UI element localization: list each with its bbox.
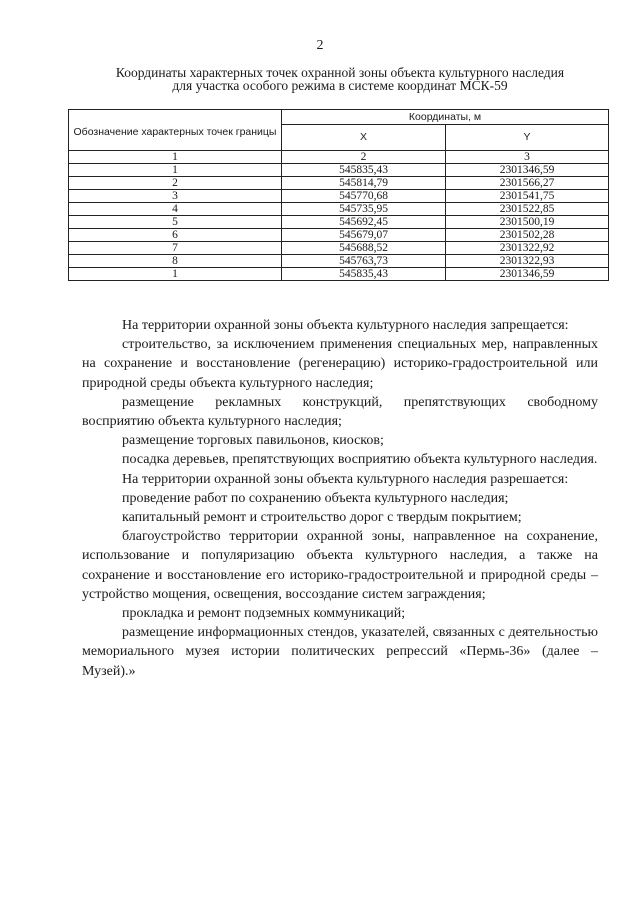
table-row [69,255,609,268]
table-header-row [69,110,609,125]
header-y: Y [446,124,609,150]
table-row [69,216,609,229]
point-cell: 2 [69,177,282,190]
table-row [69,268,609,281]
paragraph-allowed-utilities: прокладка и ремонт подземных коммуникаций; [122,606,406,622]
paragraph-allowed-preservation: проведение работ по сохранению объекта культурного наследия; [122,490,509,506]
table-row [69,164,609,177]
y-cell: 2301346,59 [446,268,609,281]
y-cell: 2301322,93 [446,255,609,268]
paragraph-allowed-landscaping: благоустройство территории охранной зоны, направленное на сохранение, использование и популяризацию объекта культурного наследия, а также на сохранение и восстановление его историко-градостроительной и природной среды – устройство мощения, освещения, воссоздание систем заграждения; [82,529,598,602]
column-number: 3 [446,151,609,164]
x-cell: 545679,07 [282,229,446,242]
header-point: Обозначение характерных точек границы [69,110,282,151]
y-cell: 2301566,27 [446,177,609,190]
title-line-2: для участка особого режима в системе координат МСК-59 [172,78,508,93]
column-number-row [69,151,609,164]
paragraph-prohibited-pavilions: размещение торговых павильонов, киосков; [122,433,384,449]
table-row [69,177,609,190]
paragraph-prohibited-construction: строительство, за исключением применения специальных мер, направленных на сохранение и восстановление (регенерацию) историко-градостроительной или природной среды объекта культурного наследия; [82,337,598,391]
paragraph-prohibited-intro: На территории охранной зоны объекта культурного наследия запрещается: [122,318,569,333]
x-cell: 545814,79 [282,177,446,190]
x-cell: 545688,52 [282,242,446,255]
point-cell: 1 [69,164,282,177]
paragraph-allowed-roads: капитальный ремонт и строительство дорог с твердым покрытием; [122,510,522,526]
column-number: 1 [69,151,282,164]
paragraph-allowed-intro: На территории охранной зоны объекта культурного наследия разрешается: [122,471,569,487]
column-number: 2 [282,151,446,164]
coordinates-table [68,109,609,281]
body-text [82,316,598,681]
x-cell: 545692,45 [282,216,446,229]
x-cell: 545835,43 [282,268,446,281]
table-row [69,242,609,255]
header-coordinates: Координаты, м [282,110,609,125]
y-cell: 2301322,92 [446,242,609,255]
x-cell: 545835,43 [282,164,446,177]
table-row [69,190,609,203]
point-cell: 3 [69,190,282,203]
paragraph-allowed-stands: размещение информационных стендов, указателей, связанных с деятельностью мемориального музея истории политических репрессий «Пермь-36» (далее – Музей).» [82,625,598,679]
x-cell: 545735,95 [282,203,446,216]
paragraph-prohibited-trees: посадка деревьев, препятствующих восприятию объекта культурного наследия. [122,452,598,468]
table-row [69,229,609,242]
point-cell: 6 [69,229,282,242]
y-cell: 2301502,28 [446,229,609,242]
point-cell: 4 [69,203,282,216]
point-cell: 8 [69,255,282,268]
title-line-1: Координаты характерных точек охранной зоны объекта культурного наследия [115,65,565,80]
point-cell: 7 [69,242,282,255]
table-row [69,203,609,216]
y-cell: 2301522,85 [446,203,609,216]
page-number: 2 [316,38,324,53]
point-cell: 5 [69,216,282,229]
x-cell: 545770,68 [282,190,446,203]
point-cell: 1 [69,268,282,281]
paragraph-prohibited-advertising: размещение рекламных конструкций, препятствующих свободному восприятию объекта культурного наследия; [82,394,598,430]
header-x: X [282,124,446,150]
x-cell: 545763,73 [282,255,446,268]
y-cell: 2301500,19 [446,216,609,229]
y-cell: 2301541,75 [446,190,609,203]
y-cell: 2301346,59 [446,164,609,177]
document-title [60,66,620,92]
